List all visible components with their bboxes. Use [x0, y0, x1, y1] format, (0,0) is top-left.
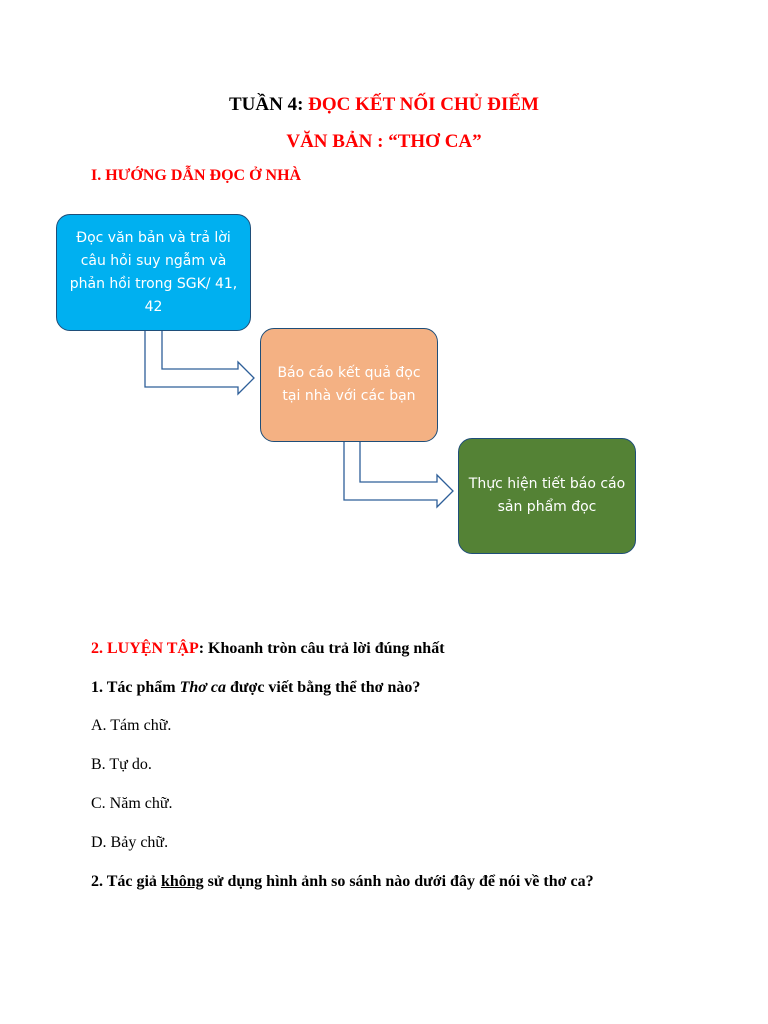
- question-1-suffix: được viết bằng thể thơ nào?: [225, 679, 421, 696]
- question-2-suffix: sử dụng hình ảnh so sánh nào dưới đây để nói về thơ ca?: [203, 873, 594, 890]
- option-b[interactable]: B. Tự do.: [91, 756, 152, 773]
- bent-arrow-2-icon: [344, 442, 453, 507]
- text-title: VĂN BẢN : “THƠ CA”: [286, 131, 482, 152]
- flow-step-1-text: Đọc văn bản và trả lời câu hỏi suy ngẫm và phản hồi trong SGK/ 41, 42: [69, 229, 238, 315]
- flow-step-2-text: Báo cáo kết quả đọc tại nhà với các bạn: [277, 365, 421, 404]
- flow-step-3-text: Thực hiện tiết báo cáo sản phẩm đọc: [468, 476, 626, 515]
- section-1-title: I. HƯỚNG DẪN ĐỌC Ở NHÀ: [91, 167, 302, 184]
- question-1-work-title: Thơ ca: [179, 679, 226, 696]
- question-2: [91, 873, 594, 891]
- section-2-instruction: : Khoanh tròn câu trả lời đúng nhất: [198, 640, 445, 657]
- week-label: TUẦN 4:: [228, 94, 309, 115]
- section-2-label: 2. LUYỆN TẬP: [91, 640, 199, 657]
- theme-title: ĐỌC KẾT NỐI CHỦ ĐIỂM: [308, 94, 539, 115]
- option-d[interactable]: D. Bảy chữ.: [91, 834, 169, 851]
- option-c[interactable]: C. Năm chữ.: [91, 795, 173, 812]
- option-a[interactable]: A. Tám chữ.: [91, 717, 172, 734]
- question-1: [91, 679, 420, 697]
- question-2-negation: không: [160, 873, 204, 890]
- question-1-prefix: 1. Tác phẩm: [91, 679, 180, 696]
- bent-arrow-1-icon: [145, 331, 254, 394]
- section-2-title: [91, 640, 445, 658]
- question-2-prefix: 2. Tác giả: [91, 873, 161, 890]
